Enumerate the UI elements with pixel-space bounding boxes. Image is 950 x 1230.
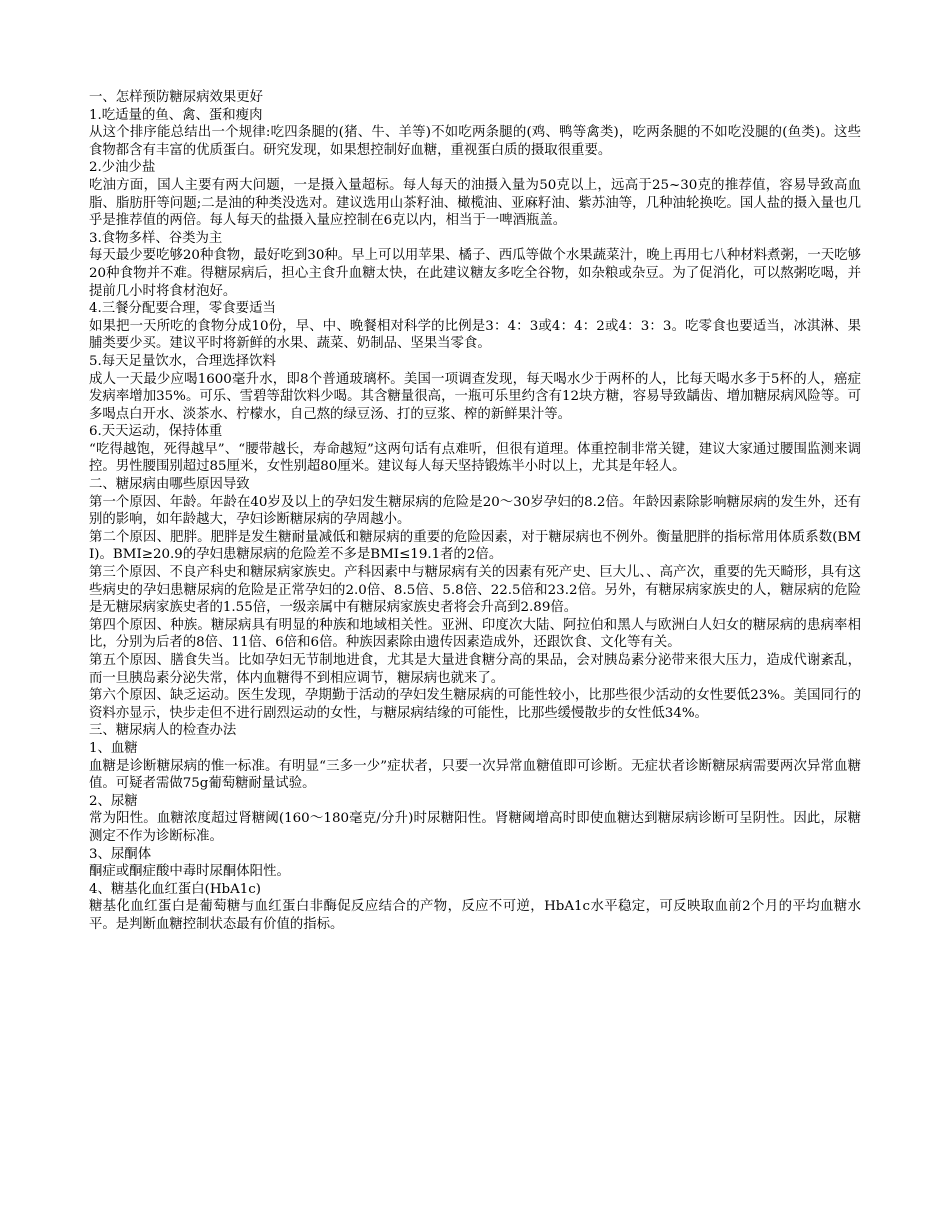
- subheading-less-oil-salt: 2.少油少盐: [89, 160, 156, 176]
- paragraph-three-meals: 如果把一天所吃的食物分成10份，早、中、晚餐相对科学的比例是3：4：3或4：4：2或4：3：3。吃零食也要适当，冰淇淋、果脯类要少买。建议平时将新鲜的水果、蔬菜、奶制品、坚果当零食。: [89, 318, 861, 352]
- paragraph-cause-age: 第一个原因、年龄。年龄在40岁及以上的孕妇发生糖尿病的危险是20～30岁孕妇的8.2倍。年龄因素除影响糖尿病的发生外，还有别的影响，如年龄越大，孕妇诊断糖尿病的孕周越小。: [89, 494, 861, 528]
- paragraph-blood-glucose: 血糖是诊断糖尿病的惟一标准。有明显“三多一少”症状者，只要一次异常血糖值即可诊断。无症状者诊断糖尿病需要两次异常血糖值。可疑者需做75g葡萄糖耐量试验。: [89, 758, 861, 792]
- document-body: [89, 89, 861, 934]
- paragraph-urine-ketone: 酮症或酮症酸中毒时尿酮体阳性。: [89, 864, 290, 880]
- paragraph-cause-history: 第三个原因、不良产科史和糖尿病家族史。产科因素中与糖尿病有关的因素有死产史、巨大儿、、高产次，重要的先天畸形，具有这些病史的孕妇患糖尿病的危险是正常孕妇的2.0倍、8.5倍、5.8倍、22.5倍和23.2倍。另外，有糖尿病家族史的人，糖尿病的危险是无糖尿病家族史者的1.55倍，一级亲属中有糖尿病家族史者将会升高到2.89倍。: [89, 565, 861, 616]
- subheading-exercise-weight: 6.天天运动，保持体重: [89, 424, 223, 440]
- section-heading-tests: 三、糖尿病人的检查办法: [89, 723, 237, 739]
- subheading-food-variety: 3.食物多样、谷类为主: [89, 230, 223, 246]
- subheading-water-drinks: 5.每天足量饮水，合理选择饮料: [89, 353, 276, 369]
- section-heading-causes: 二、糖尿病由哪些原因导致: [89, 477, 250, 493]
- paragraph-hba1c: 糖基化血红蛋白是葡萄糖与血红蛋白非酶促反应结合的产物，反应不可逆，HbA1c水平稳定，可反映取血前2个月的平均血糖水平。是判断血糖控制状态最有价值的指标。: [89, 899, 861, 932]
- paragraph-cause-diet: 第五个原因、膳食失当。比如孕妇无节制地进食，尤其是大量进食糖分高的果品，会对胰岛素分泌带来很大压力，造成代谢紊乱，而一旦胰岛素分泌失常，体内血糖得不到相应调节，糖尿病也就来了。: [89, 653, 861, 686]
- section-heading-prevention: 一、怎样预防糖尿病效果更好: [89, 90, 264, 105]
- paragraph-food-variety: 每天最少要吃够20种食物，最好吃到30种。早上可以用苹果、橘子、西瓜等做个水果蔬菜汁，晚上再用七八种材料煮粥，一天吃够20种食物并不难。得糖尿病后，担心主食升血糖太快，在此建议糖友多吃全谷物，如杂粮或杂豆。为了促消化，可以熬粥吃喝，并提前几小时将食材泡好。: [89, 248, 861, 299]
- paragraph-oil-salt: 吃油方面，国人主要有两大问题，一是摄入量超标。每人每天的油摄入量为50克以上，远高于25~30克的推荐值，容易导致高血脂、脂肪肝等问题;二是油的种类没选对。建议选用山茶籽油、橄榄油、亚麻籽油、紫苏油等，几种油轮换吃。国人盐的摄入量也几乎是推荐值的两倍。每人每天的盐摄入量应控制在6克以内，相当于一啤酒瓶盖。: [89, 177, 861, 229]
- subheading-blood-glucose: 1、血糖: [89, 740, 138, 756]
- paragraph-exercise-weight: “吃得越饱，死得越早”、“腰带越长，寿命越短”这两句话有点难听，但很有道理。体重控制非常关键，建议大家通过腰围监测来调控。男性腰围别超过85厘米，女性别超80厘米。建议每人每天坚持锻炼半小时以上，尤其是年轻人。: [89, 441, 861, 475]
- paragraph-cause-inactivity: 第六个原因、缺乏运动。医生发现，孕期勤于活动的孕妇发生糖尿病的可能性较小，比那些很少活动的女性要低23%。美国同行的资料亦显示，快步走但不进行剧烈运动的女性，与糖尿病结缘的可能性，比那些缓慢散步的女性低34%。: [89, 688, 861, 721]
- subheading-urine-glucose: 2、尿糖: [89, 793, 138, 809]
- subheading-fish-poultry: 1.吃适量的鱼、禽、蛋和瘦肉: [89, 107, 263, 123]
- paragraph-cause-obesity: 第二个原因、肥胖。肥胖是发生糖耐量减低和糖尿病的重要的危险因素，对于糖尿病也不例外。衡量肥胖的指标常用体质系数(BMI)。BMI≥20.9的孕妇患糖尿病的危险差不多是BMI≤19.1者的2倍。: [89, 529, 861, 563]
- paragraph-cause-ethnicity: 第四个原因、种族。糖尿病具有明显的种族和地域相关性。亚洲、印度次大陆、阿拉伯和黑人与欧洲白人妇女的糖尿病的患病率相比，分别为后者的8倍、11倍、6倍和6倍。种族因素除由遗传因素造成外，还跟饮食、文化等有关。: [89, 617, 861, 651]
- subheading-three-meals: 4.三餐分配要合理，零食要适当: [89, 301, 276, 317]
- paragraph-protein: 从这个排序能总结出一个规律:吃四条腿的(猪、牛、羊等)不如吃两条腿的(鸡、鸭等禽类)，吃两条腿的不如吃没腿的(鱼类)。这些食物都含有丰富的优质蛋白。研究发现，如果想控制好血糖，重视蛋白质的摄取很重要。: [89, 125, 861, 158]
- subheading-hba1c: 4、糖基化血红蛋白(HbA1c): [89, 881, 262, 897]
- paragraph-water-drinks: 成人一天最少应喝1600毫升水，即8个普通玻璃杯。美国一项调查发现，每天喝水少于两杯的人，比每天喝水多于5杯的人，癌症发病率增加35%。可乐、雪碧等甜饮料少喝。其含糖量很高，一瓶可乐里约含有12块方糖，容易导致龋齿、增加糖尿病风险等。可多喝点白开水、淡茶水、柠檬水，自己熬的绿豆汤、打的豆浆、榨的新鲜果汁等。: [89, 371, 861, 422]
- subheading-urine-ketone: 3、尿酮体: [89, 846, 152, 862]
- paragraph-urine-glucose: 常为阳性。血糖浓度超过肾糖阈(160～180毫克/分升)时尿糖阳性。肾糖阈增高时即使血糖达到糖尿病诊断可呈阴性。因此，尿糖测定不作为诊断标准。: [89, 811, 861, 844]
